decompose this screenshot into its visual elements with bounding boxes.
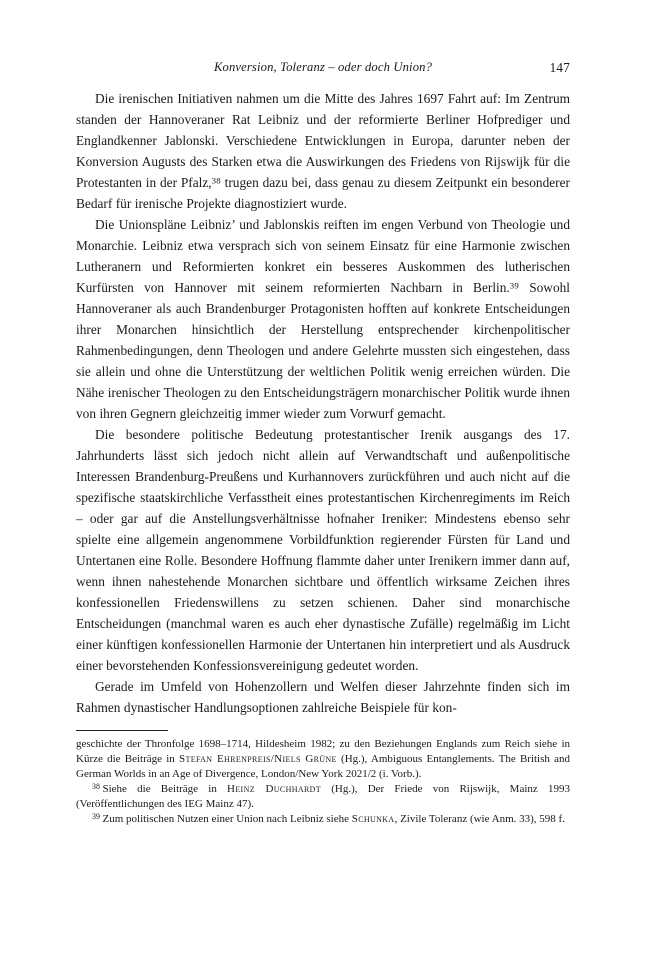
footnote-text: Siehe die Beiträge in xyxy=(102,783,228,796)
paragraph: Gerade im Umfeld von Hohenzollern und Welfen dieser Jahrzehnte finden sich im Rahmen dynastischer Handlungsoptionen zahlreiche Beispiele für kon- xyxy=(76,679,570,715)
paragraph-text: Die Unionspläne Leibniz’ und Jablonskis reiften im engen Verbund von Theologie und Monarchie. Leibniz etwa versprach sich von seinem Einsatz für eine Harmonie zwischen Lutheranern und Reformierten konkret ein besseres Auskommen des lutherischen Kurfürsten von Hannover mit seinem reformierten Nachbarn in Berlin. xyxy=(76,217,570,295)
footnote-text: Zum politischen Nutzen einer Union nach Leibniz siehe xyxy=(102,813,352,826)
footnote-area xyxy=(76,730,570,828)
body-text xyxy=(76,88,570,718)
paragraph-text-cont: trugen dazu bei, dass genau zu diesem Zeitpunkt ein besonderer Bedarf für irenische Projekte diagnostiziert wurde. xyxy=(76,175,570,211)
paragraph: Die besondere politische Bedeutung protestantischer Irenik ausgangs des 17. Jahrhunderts lässt sich jedoch nicht allein auf Verwandtschaft und außenpolitische Interessen Brandenburg-Preußens und Kurhannovers zurückführen und auch nicht auf die spezifische staatskirchliche Verfasstheit eines protestantischen Kirchenregiments im Reich – oder gar auf die Anstellungsverhältnisse hofnaher Ireniker: Mindestens ebenso sehr spielte eine allgemein angenommene Vorbildfunktion regierender Fürsten für Land und Untertanen eine Rolle. Besondere Hoffnung flammte daher unter Irenikern immer dann auf, wenn ihnen nahestehende Monarchen sichtbare und öffentlich wirksame Zeichen ihres konfessionellen Friedenswillens zu setzen schienen. Daher sind monarchische Entscheidungen (manchmal waren es auch eher dynastische Zufälle) regelmäßig im Licht einer künftigen konfessionellen Harmonie der Untertanen hin interpretiert und als Ausdruck einer bevorstehenden Konfessionsvereinigung gedeutet worden. xyxy=(76,427,570,673)
paragraph-text-cont: Sowohl Hannoveraner als auch Brandenburger Protagonisten hofften auf konkrete Entscheidungen ihrer Monarchen hinsichtlich der Herstellung entsprechender kirchenpolitischer Rahmenbedingungen, denn Theologen und andere Gelehrte mussten sich eingestehen, dass sie allein und ohne die Unterstützung der weltlichen Politik wenig erreichen würden. Die Nähe irenischer Theologen zu den Entscheidungsträgern monarchischer Politik wurde ihnen von ihren Gegnern gleichzeitig immer wieder zum Vorwurf gemacht. xyxy=(76,280,570,421)
page-number: 147 xyxy=(549,60,570,75)
paragraph xyxy=(76,88,570,214)
footnote-text-cont: (Hg.), Ambiguous Entanglements. The British and German Worlds in an Age of Divergence, London/New York 2021/2 (i. Vorb.). xyxy=(76,753,570,781)
footnote-text-cont: , Zivile Toleranz (wie Anm. 33), 598 f. xyxy=(394,813,565,826)
footnote-text: geschichte der Thronfolge 1698–1714, Hildesheim 1982; zu den Beziehungen Englands zum Reich siehe in Kürze die Beiträge in xyxy=(76,738,570,766)
paragraph xyxy=(76,214,570,424)
footnote-item xyxy=(76,782,570,812)
footnote-reference-38[interactable]: 38 xyxy=(211,175,221,186)
paragraph-text: Die irenischen Initiativen nahmen um die Mitte des Jahres 1697 Fahrt auf: Im Zentrum standen der Hannoveraner Rat Leibniz und der reformierte Berliner Hofprediger und Englandkenner Jablonski. Verschiedene Entwicklungen in Europa, darunter neben der Konversion Augusts des Starken etwa die Auswirkungen des Friedens von Rijswijk für die Protestanten in der Pfalz, xyxy=(76,91,570,190)
footnote-author-smallcaps: Schunka xyxy=(351,813,395,826)
footnote-author-smallcaps: Heinz Duchhardt xyxy=(227,783,322,796)
running-head-title: Konversion, Toleranz – oder doch Union? xyxy=(213,60,433,74)
footnote-number-39[interactable]: 39 xyxy=(92,812,100,822)
footnote-separator-rule xyxy=(76,730,168,731)
footnote-text-cont: (Hg.), Der Friede von Rijswijk, Mainz 1993 (Veröffentlichungen des IEG Mainz 47). xyxy=(76,783,570,811)
footnote-continuation xyxy=(76,737,570,782)
footnote-reference-39[interactable]: 39 xyxy=(509,280,519,291)
running-head xyxy=(76,60,570,80)
footnote-author-smallcaps: Stefan Ehrenpreis/Niels Grüne xyxy=(179,753,337,766)
footnote-number-38[interactable]: 38 xyxy=(92,782,100,792)
footnote-item xyxy=(76,812,570,827)
